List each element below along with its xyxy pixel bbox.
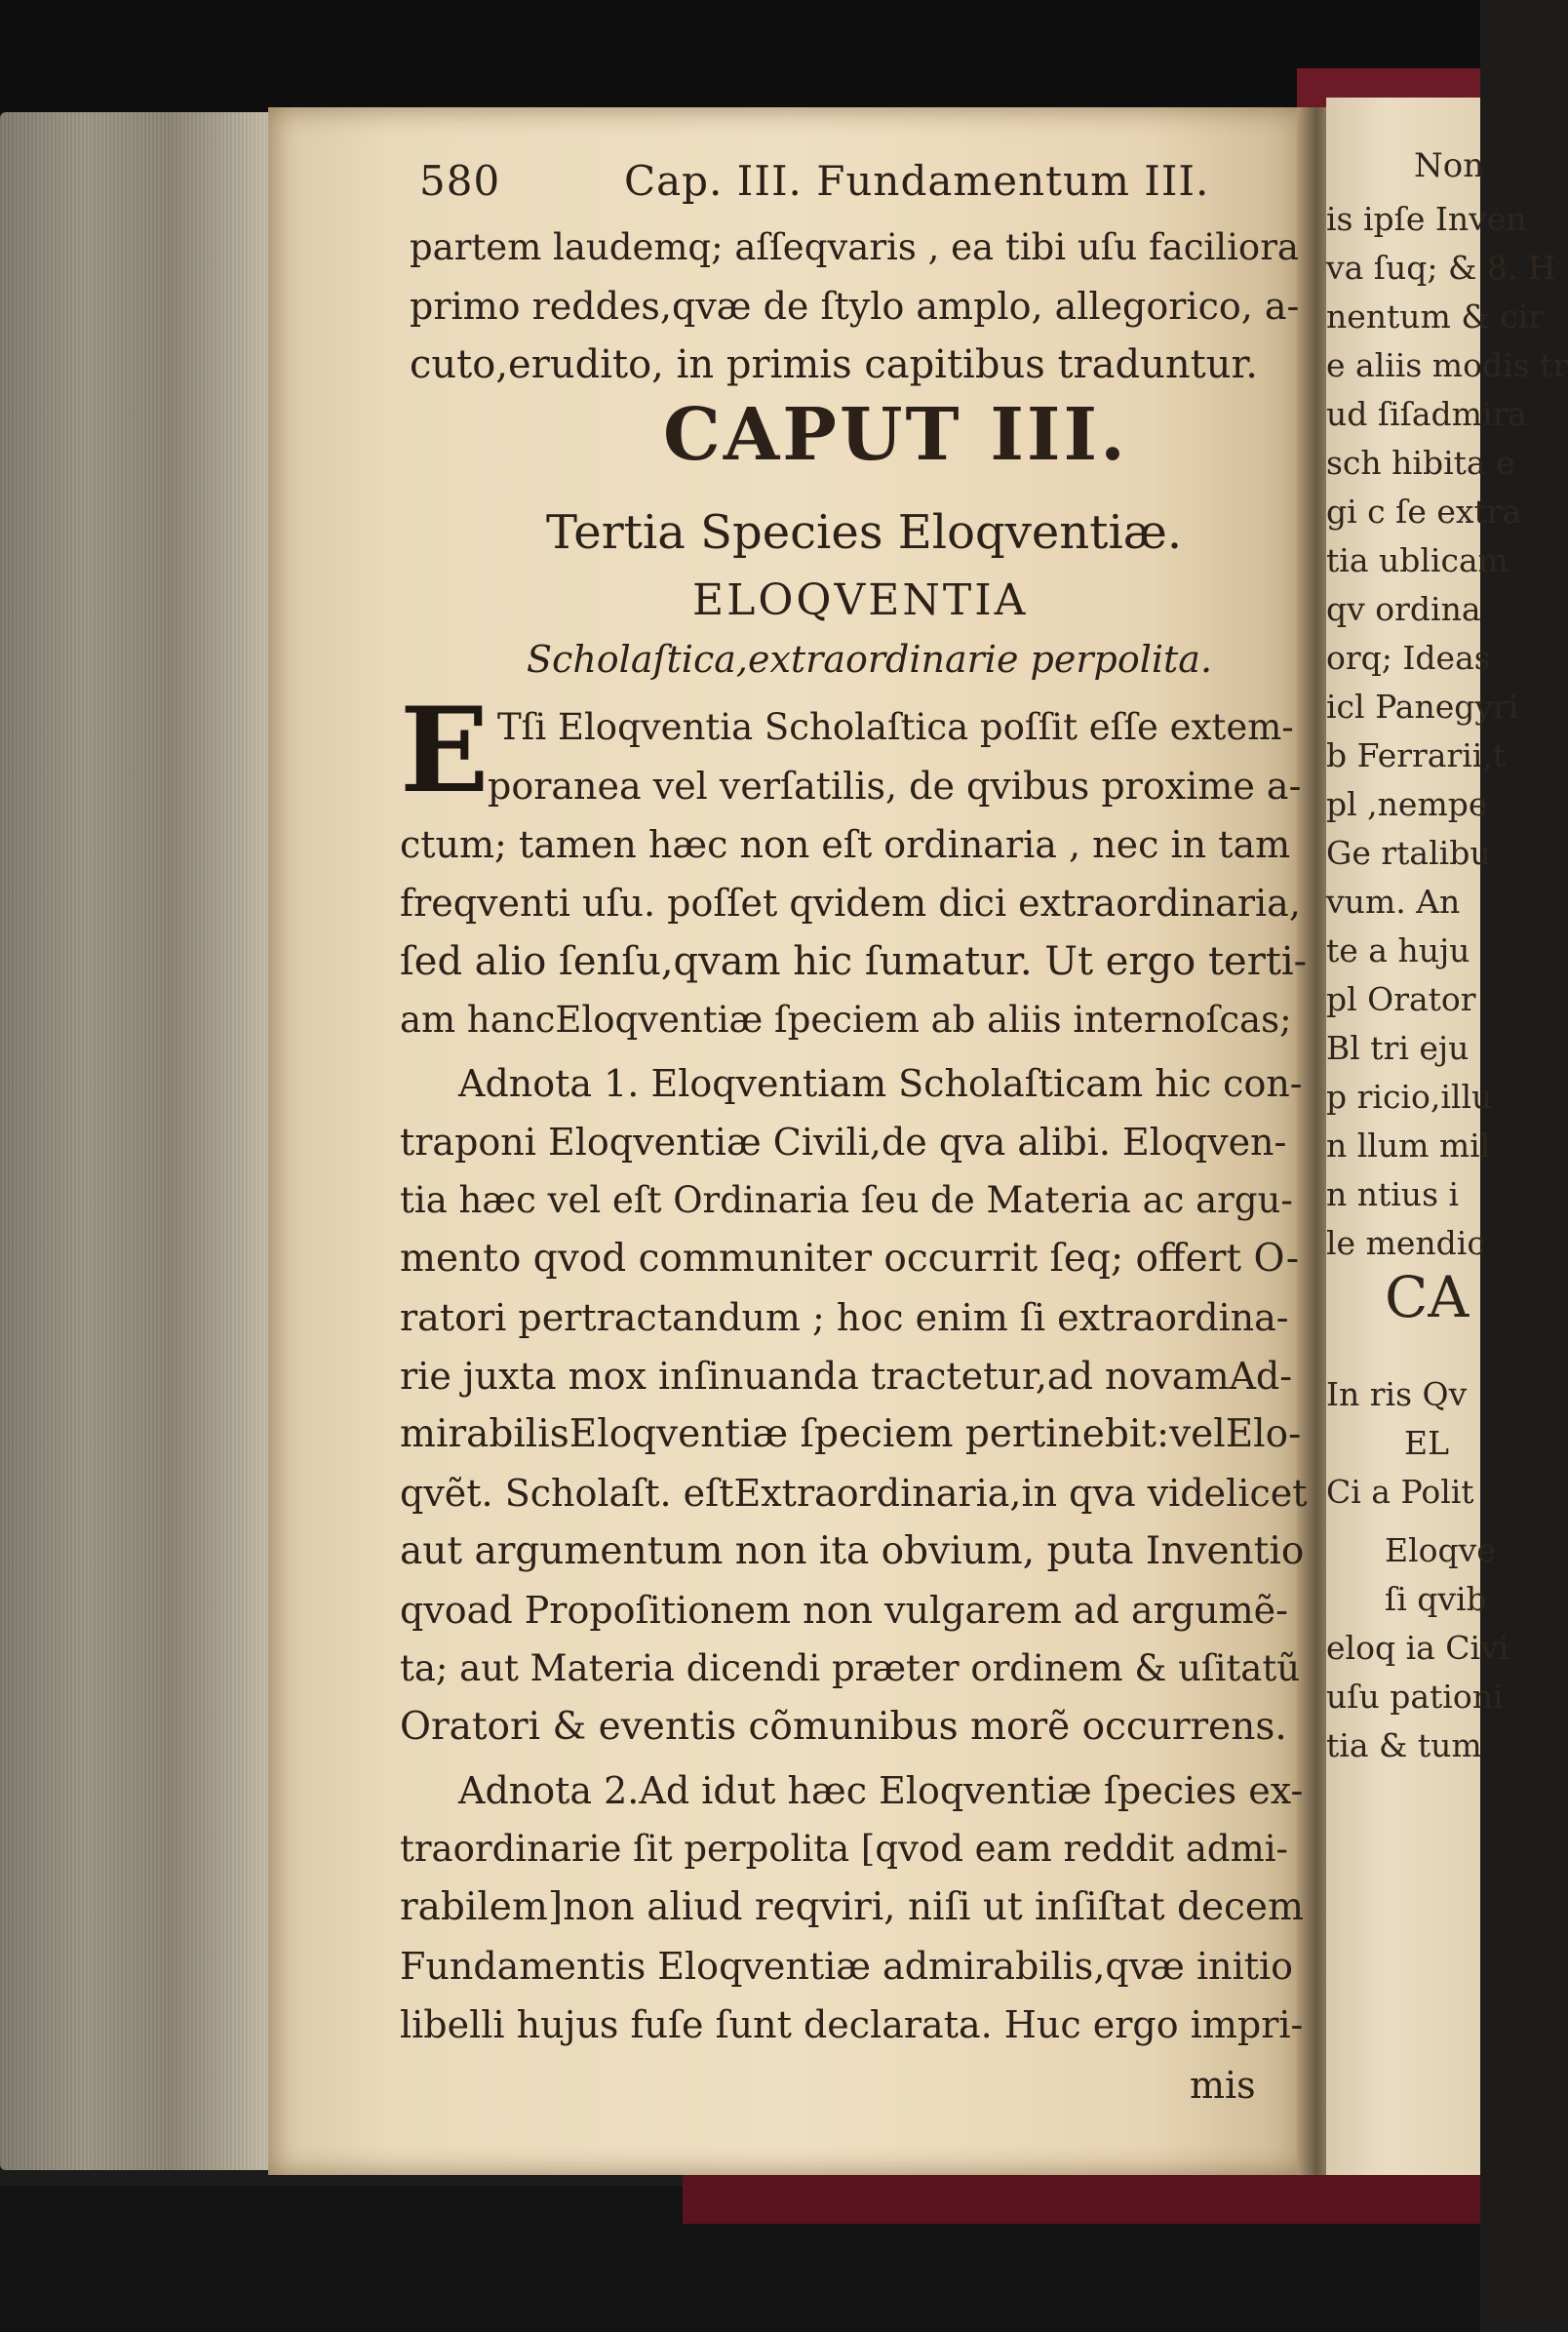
species-title: Tertia Species Eloqventiæ. xyxy=(546,505,1183,560)
text-line: libelli hujus fuſe ſunt declarata. Huc ergo impri- xyxy=(400,2003,1304,2046)
facing-line: va ſuq; & 8. H xyxy=(1326,249,1556,287)
facing-line: sch hibita e xyxy=(1326,444,1515,482)
text-line: ta; aut Materia dicendi præter ordinem & uſitatũ xyxy=(400,1647,1301,1689)
facing-page xyxy=(1326,98,1568,2175)
facing-line: p ricio,illu xyxy=(1326,1078,1493,1116)
facing-line: Ci a Polit xyxy=(1326,1473,1474,1511)
subtitle: Scholaſtica,extraordinarie perpolita. xyxy=(527,638,1213,681)
facing-line: pl ,nempe xyxy=(1326,785,1488,823)
facing-header: Non xyxy=(1414,146,1485,185)
text-line: qvẽt. Scholaſt. eſtExtraordinaria,in qva videlicet xyxy=(400,1472,1308,1515)
text-line: Tſi Eloqventia Scholaſtica poſſit eſſe extem- xyxy=(497,706,1294,748)
page-edges-texture xyxy=(0,112,283,2170)
text-line: ratori pertractandum ; hoc enim ſi extraordina- xyxy=(400,1296,1289,1339)
text-line: primo reddes,qvæ de ſtylo amplo, allegorico, a- xyxy=(410,285,1300,328)
text-line: Fundamentis Eloqventiæ admirabilis,qvæ initio xyxy=(400,1945,1294,1988)
text-line: partem laudemq; aſſeqvaris , ea tibi uſu faciliora xyxy=(410,226,1299,268)
facing-line: ſi qvib xyxy=(1385,1580,1487,1618)
facing-line: is ipſe Inven xyxy=(1326,200,1527,238)
facing-line: orq; Ideas xyxy=(1326,639,1491,677)
text-line: aut argumentum non ita obvium, puta Inventio xyxy=(400,1529,1305,1573)
text-line: poranea vel verſatilis, de qvibus proxime a- xyxy=(488,765,1302,808)
facing-line: pl Orator xyxy=(1326,980,1476,1018)
text-line: rie juxta mox inſinuanda tractetur,ad novamAd- xyxy=(400,1355,1293,1398)
facing-line: Bl tri eju xyxy=(1326,1029,1470,1067)
facing-line: n llum mil xyxy=(1326,1126,1491,1165)
running-header: Cap. III. Fundamentum III. xyxy=(624,157,1210,205)
text-line: traordinarie ſit perpolita [qvod eam reddit admi- xyxy=(400,1828,1289,1870)
facing-line: qv ordina xyxy=(1326,590,1481,628)
text-line: ſed alio ſenſu,qvam hic ſumatur. Ut ergo terti- xyxy=(400,939,1308,984)
drop-cap: E xyxy=(400,682,490,819)
backdrop-top xyxy=(0,0,1480,117)
facing-line: In ris Qv xyxy=(1326,1375,1468,1413)
text-line: tia hæc vel eſt Ordinaria ſeu de Materia ac argu- xyxy=(400,1179,1293,1221)
chapter-title: CAPUT III. xyxy=(663,393,1128,477)
text-line: Adnota 2.Ad idut hæc Eloqventiæ ſpecies ex- xyxy=(458,1769,1304,1812)
facing-line: vum. An xyxy=(1326,883,1461,921)
catchword: mis xyxy=(1190,2064,1256,2107)
facing-chapter: CA xyxy=(1385,1264,1470,1330)
text-line: Adnota 1. Eloqventiam Scholaſticam hic con- xyxy=(458,1062,1303,1105)
text-line: rabilem]non aliud reqviri, niſi ut inſiſtat decem xyxy=(400,1885,1304,1929)
page-number: 580 xyxy=(419,157,501,205)
facing-line: le mendic xyxy=(1326,1224,1485,1262)
text-line: cuto,erudito, in primis capitibus traduntur. xyxy=(410,342,1258,387)
text-line: qvoad Propoſitionem non vulgarem ad argumẽ- xyxy=(400,1589,1288,1632)
text-line: ctum; tamen hæc non eſt ordinaria , nec in tam xyxy=(400,823,1291,866)
facing-line: eloq ia Civi xyxy=(1326,1629,1509,1667)
text-line: freqventi uſu. poſſet qvidem dici extraordinaria, xyxy=(400,882,1301,925)
eloquentia-heading: ELOQVENTIA xyxy=(692,575,1029,625)
text-line: am hancEloqventiæ ſpeciem ab aliis internoſcas; xyxy=(400,999,1292,1041)
facing-line: e aliis modis tr xyxy=(1326,346,1568,384)
facing-line: icl Panegyri xyxy=(1326,688,1519,726)
text-line: Oratori & eventis cõmunibus morẽ occurrens. xyxy=(400,1705,1287,1749)
text-line: traponi Eloqventiæ Civili,de qva alibi. Eloqven- xyxy=(400,1121,1287,1164)
facing-line: ud ſiſadmira xyxy=(1326,395,1527,433)
facing-line: b Ferrarii,t xyxy=(1326,736,1507,774)
facing-line: Eloqve xyxy=(1385,1531,1496,1569)
facing-line: nentum & cir xyxy=(1326,297,1545,336)
text-line: mirabilisEloqventiæ ſpeciem pertinebit:velElo- xyxy=(400,1412,1302,1456)
facing-line: gi c ſe extra xyxy=(1326,493,1522,531)
facing-line: tia & tum xyxy=(1326,1726,1482,1764)
facing-line: n ntius i xyxy=(1326,1175,1460,1213)
facing-line: uſu pationi xyxy=(1326,1678,1504,1716)
facing-line: te a huju xyxy=(1326,931,1470,969)
facing-line: EL xyxy=(1404,1424,1450,1462)
text-line: mento qvod communiter occurrit ſeq; offert O- xyxy=(400,1237,1300,1281)
facing-line: tia ublicam xyxy=(1326,541,1509,579)
facing-line: Ge rtalibu xyxy=(1326,834,1491,872)
